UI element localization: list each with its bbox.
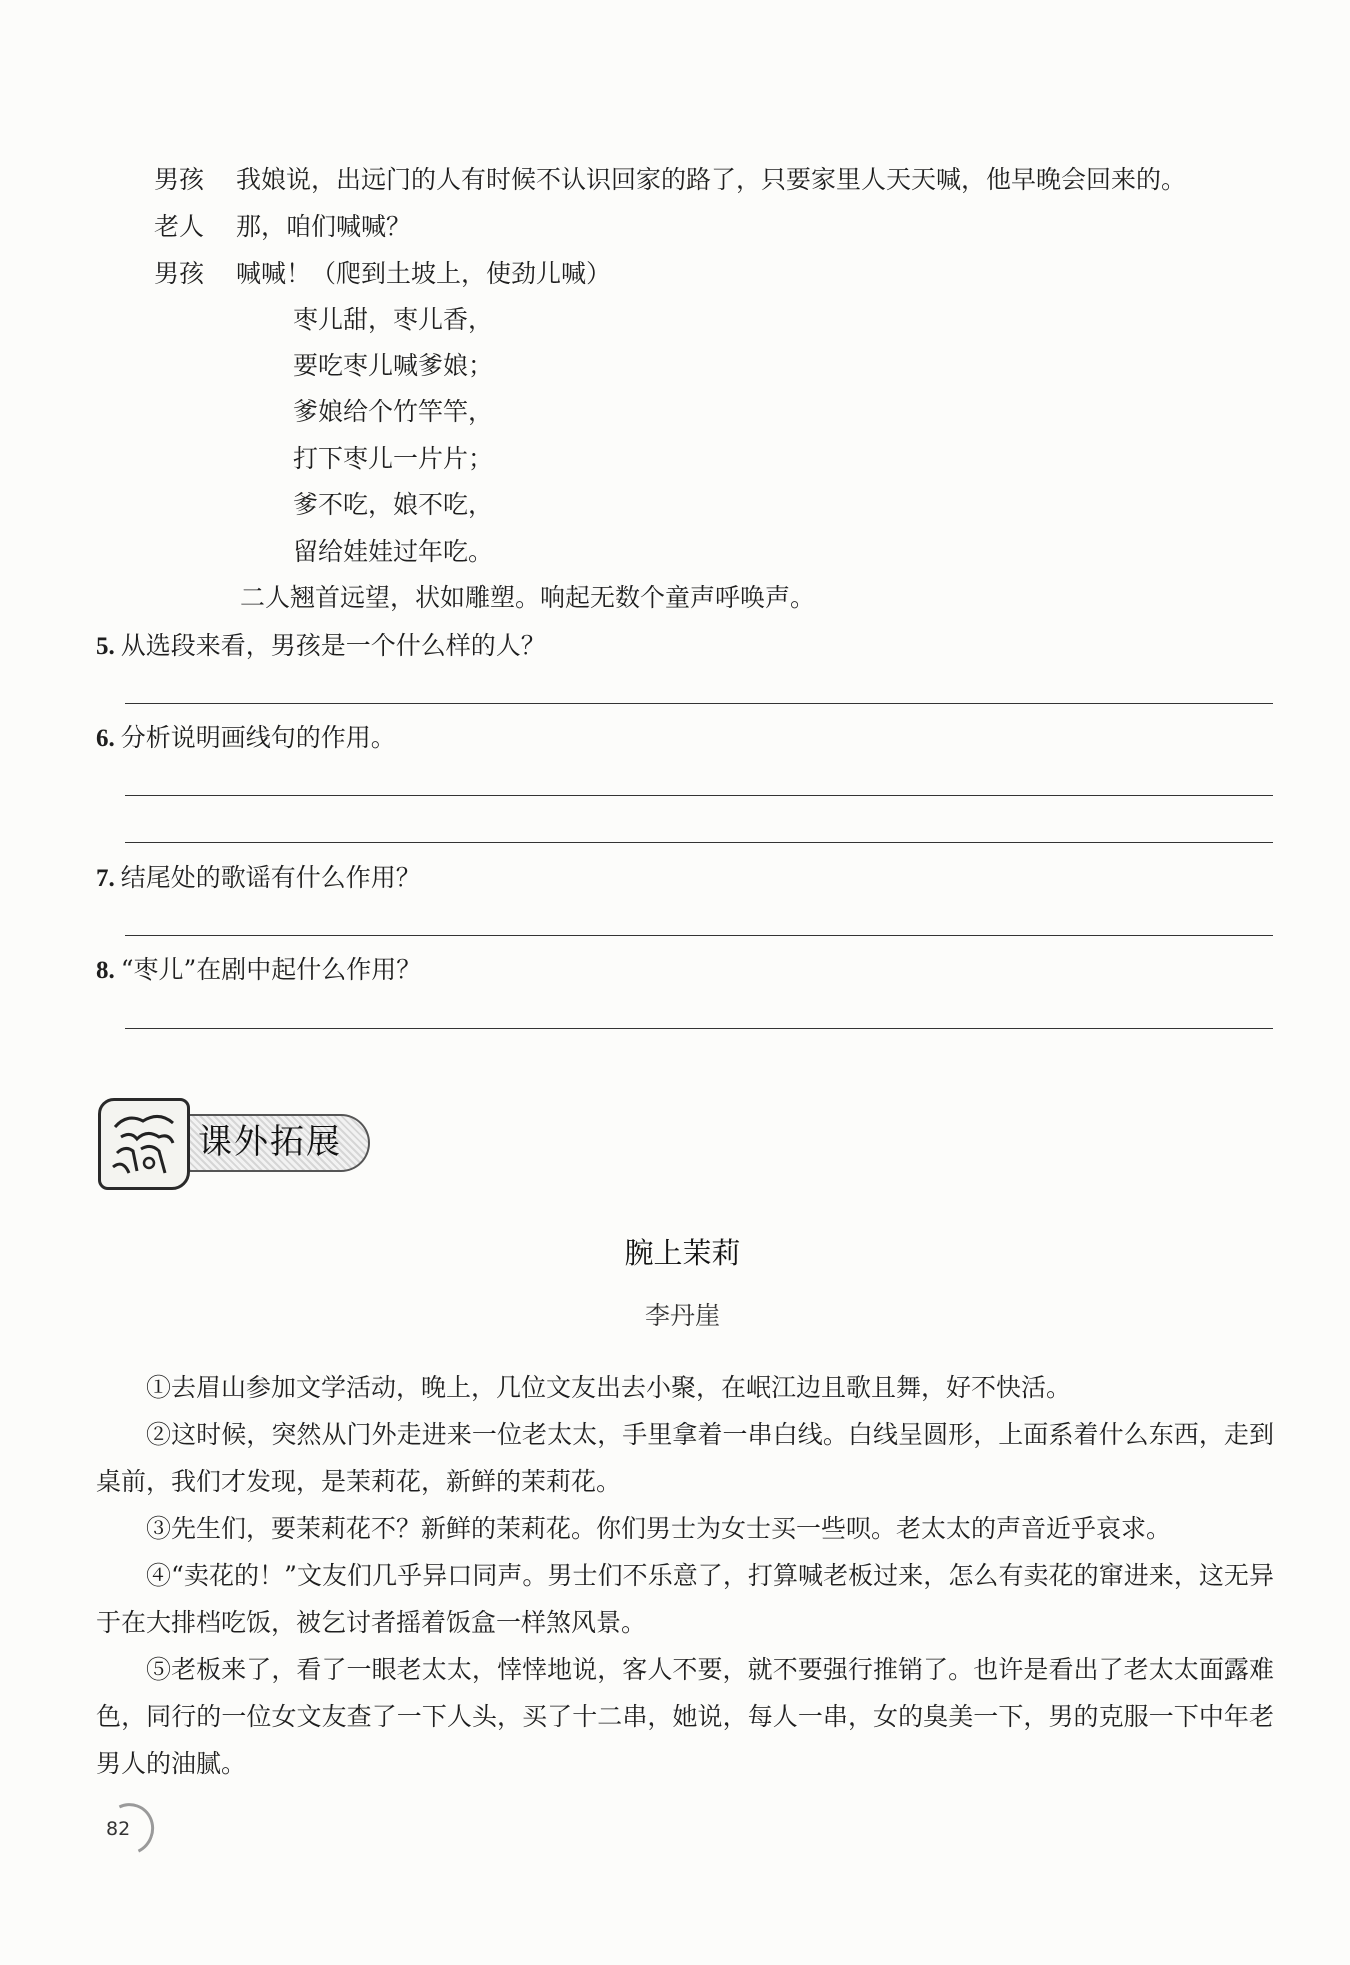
paragraph-3: ③先生们，要茉莉花不？新鲜的茉莉花。你们男士为女士买一些呗。老太太的声音近乎哀求。 bbox=[146, 1514, 1172, 1543]
question-5 bbox=[96, 628, 546, 665]
song-line: 枣儿甜，枣儿香， bbox=[293, 305, 494, 334]
monkey-icon bbox=[98, 1098, 190, 1190]
question-8 bbox=[96, 952, 421, 989]
answer-line[interactable] bbox=[125, 703, 1273, 704]
paragraph-4: ④“卖花的！”文友们几乎异口同声。男士们不乐意了，打算喊老板过来，怎么有卖花的窜进来，这无异于在大排档吃饭，被乞讨者摇着饭盒一样煞风景。 bbox=[96, 1561, 1274, 1637]
page-number-text: 82 bbox=[106, 1818, 131, 1840]
song-line: 爹不吃，娘不吃， bbox=[293, 490, 494, 519]
song-line: 要吃枣儿喊爹娘； bbox=[293, 351, 494, 380]
dialogue-line bbox=[154, 209, 411, 245]
question-6 bbox=[96, 720, 396, 757]
question-number: 6. bbox=[96, 725, 115, 752]
speaker: 男孩 bbox=[154, 165, 205, 194]
stage-direction: 二人翘首远望，状如雕塑。响起无数个童声呼唤声。 bbox=[240, 583, 816, 612]
dialogue-text: 那，咱们喊喊？ bbox=[236, 212, 412, 241]
section-banner bbox=[98, 1098, 373, 1190]
section-title: 课外拓展 bbox=[198, 1122, 342, 1162]
answer-line[interactable] bbox=[125, 1028, 1273, 1029]
article-title: 腕上茉莉 bbox=[624, 1236, 741, 1270]
speaker: 老人 bbox=[154, 212, 205, 241]
question-number: 8. bbox=[96, 957, 115, 984]
question-text: “枣儿”在剧中起什么作用？ bbox=[120, 955, 422, 984]
dialogue-text: 喊喊！（爬到土坡上，使劲儿喊） bbox=[236, 259, 612, 288]
paragraph-5: ⑤老板来了，看了一眼老太太，悻悻地说，客人不要，就不要强行推销了。也许是看出了老太太面露难色，同行的一位女文友查了一下人头，买了十二串，她说，每人一串，女的臭美一下，男的克服一下中年老男人的油腻。 bbox=[96, 1655, 1274, 1778]
dialogue-line bbox=[154, 162, 1186, 198]
paragraph-1: ①去眉山参加文学活动，晚上，几位文友出去小聚，在岷江边且歌且舞，好不快活。 bbox=[146, 1373, 1072, 1402]
dialogue-text: 我娘说，出远门的人有时候不认识回家的路了，只要家里人天天喊，他早晚会回来的。 bbox=[236, 165, 1187, 194]
answer-line[interactable] bbox=[125, 935, 1273, 936]
dialogue-line bbox=[154, 256, 611, 292]
page-number bbox=[100, 1803, 154, 1857]
paragraph-2: ②这时候，突然从门外走进来一位老太太，手里拿着一串白线。白线呈圆形，上面系着什么东西，走到桌前，我们才发现，是茉莉花，新鲜的茉莉花。 bbox=[96, 1420, 1274, 1496]
speaker: 男孩 bbox=[154, 259, 205, 288]
song-line: 留给娃娃过年吃。 bbox=[293, 537, 494, 566]
question-number: 7. bbox=[96, 865, 115, 892]
article-author: 李丹崖 bbox=[644, 1301, 720, 1330]
answer-line[interactable] bbox=[125, 795, 1273, 796]
question-text: 分析说明画线句的作用。 bbox=[120, 723, 396, 752]
question-number: 5. bbox=[96, 633, 115, 660]
question-text: 从选段来看，男孩是一个什么样的人？ bbox=[120, 631, 546, 660]
answer-line[interactable] bbox=[125, 842, 1273, 843]
song-line: 爹娘给个竹竿竿， bbox=[293, 397, 494, 426]
question-7 bbox=[96, 860, 421, 897]
question-text: 结尾处的歌谣有什么作用？ bbox=[120, 863, 421, 892]
song-line: 打下枣儿一片片； bbox=[293, 444, 494, 473]
